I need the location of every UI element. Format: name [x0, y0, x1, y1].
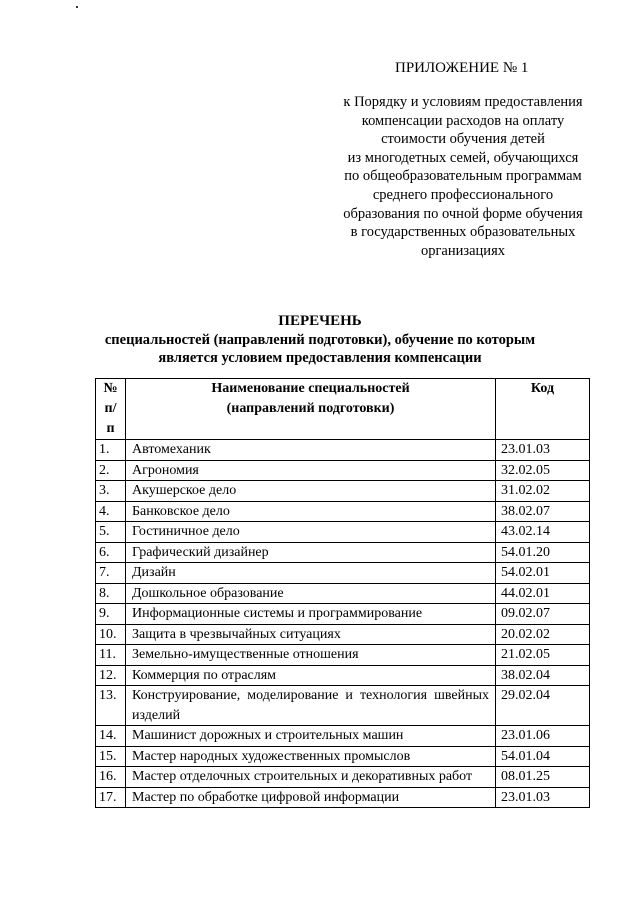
row-number: 6.	[96, 542, 126, 563]
table-row	[96, 460, 590, 481]
table-row	[96, 746, 590, 767]
row-number: 5.	[96, 522, 126, 543]
row-name: Земельно-имущественные отношения	[126, 645, 496, 666]
row-name: Мастер народных художественных промыслов	[126, 746, 496, 767]
row-number: 10.	[96, 624, 126, 645]
row-code: 29.02.04	[496, 686, 590, 726]
row-number: 14.	[96, 726, 126, 747]
document-title: ПЕРЕЧЕНЬ	[278, 313, 362, 329]
header-number	[96, 379, 126, 440]
row-number: 4.	[96, 501, 126, 522]
table-row	[96, 440, 590, 461]
row-code: 20.02.02	[496, 624, 590, 645]
table-row	[96, 665, 590, 686]
row-number: 1.	[96, 440, 126, 461]
row-number: 13.	[96, 686, 126, 726]
table-row	[96, 542, 590, 563]
row-name: Гостиничное дело	[126, 522, 496, 543]
header-code: Код	[496, 379, 590, 440]
annex-subtitle-line: по общеобразовательным программам	[344, 168, 582, 185]
row-name: Мастер по обработке цифровой информации	[126, 787, 496, 808]
document-subtitle	[0, 331, 640, 367]
row-name: Автомеханик	[126, 440, 496, 461]
annex-subtitle-line: среднего профессионального	[372, 186, 554, 203]
row-name: Коммерция по отраслям	[126, 665, 496, 686]
row-code: 38.02.07	[496, 501, 590, 522]
table-row	[96, 726, 590, 747]
row-code: 23.01.06	[496, 726, 590, 747]
row-code: 38.02.04	[496, 665, 590, 686]
table-row	[96, 767, 590, 788]
table-body	[96, 440, 590, 808]
annex-subtitle-line: компенсации расходов на оплату	[361, 112, 565, 129]
table-row	[96, 624, 590, 645]
table-row	[96, 645, 590, 666]
table-row	[96, 583, 590, 604]
scan-speck	[76, 6, 78, 8]
row-code: 54.02.01	[496, 563, 590, 584]
row-number: 9.	[96, 604, 126, 625]
annex-subtitle-line: образования по очной форме обучения	[343, 205, 583, 222]
row-name: Дизайн	[126, 563, 496, 584]
row-name: Графический дизайнер	[126, 542, 496, 563]
specialties-table	[95, 378, 590, 808]
document-subtitle-line: специальностей (направлений подготовки), обучение по которым	[104, 332, 536, 348]
table-row	[96, 522, 590, 543]
annex-subtitle-line: в государственных образовательных	[350, 224, 576, 241]
row-number: 3.	[96, 481, 126, 502]
row-code: 54.01.04	[496, 746, 590, 767]
row-code: 32.02.05	[496, 460, 590, 481]
header-number-line: №	[103, 381, 118, 396]
row-code: 31.02.02	[496, 481, 590, 502]
table-row	[96, 481, 590, 502]
annex-subtitle-line: организациях	[420, 242, 505, 259]
row-name: Банковское дело	[126, 501, 496, 522]
row-name: Мастер отделочных строительных и декоративных работ	[126, 767, 496, 788]
row-name: Защита в чрезвычайных ситуациях	[126, 624, 496, 645]
header-name-line: (направлений подготовки)	[226, 401, 395, 416]
row-number: 8.	[96, 583, 126, 604]
table-row	[96, 501, 590, 522]
annex-subtitle-line: стоимости обучения детей	[381, 131, 545, 148]
row-number: 16.	[96, 767, 126, 788]
header-number-line: п/	[104, 401, 117, 416]
row-name: Машинист дорожных и строительных машин	[126, 726, 496, 747]
row-code: 54.01.20	[496, 542, 590, 563]
annex-subtitle-line: к Порядку и условиям предоставления	[343, 94, 583, 110]
row-name: Конструирование, моделирование и технология швейных изделий	[126, 686, 496, 726]
table-row	[96, 787, 590, 808]
row-code: 43.02.14	[496, 522, 590, 543]
table-row	[96, 686, 590, 726]
row-number: 7.	[96, 563, 126, 584]
row-code: 08.01.25	[496, 767, 590, 788]
annex-title: ПРИЛОЖЕНИЕ № 1	[395, 60, 529, 76]
row-name: Акушерское дело	[126, 481, 496, 502]
header-name-line: Наименование специальностей	[211, 381, 410, 396]
row-code: 23.01.03	[496, 787, 590, 808]
row-name: Дошкольное образование	[126, 583, 496, 604]
row-number: 12.	[96, 665, 126, 686]
row-number: 17.	[96, 787, 126, 808]
annex-subtitle	[300, 93, 626, 260]
row-number: 15.	[96, 746, 126, 767]
table-row	[96, 604, 590, 625]
row-code: 23.01.03	[496, 440, 590, 461]
row-code: 09.02.07	[496, 604, 590, 625]
row-code: 44.02.01	[496, 583, 590, 604]
table-header-row	[96, 379, 590, 440]
row-code: 21.02.05	[496, 645, 590, 666]
row-number: 11.	[96, 645, 126, 666]
row-name: Агрономия	[126, 460, 496, 481]
row-name: Информационные системы и программирование	[126, 604, 496, 625]
table-row	[96, 563, 590, 584]
document-subtitle-line: является условием предоставления компенсации	[158, 350, 482, 366]
row-number: 2.	[96, 460, 126, 481]
header-name	[126, 379, 496, 440]
header-number-line: п	[106, 421, 115, 436]
annex-subtitle-line: из многодетных семей, обучающихся	[347, 149, 579, 166]
